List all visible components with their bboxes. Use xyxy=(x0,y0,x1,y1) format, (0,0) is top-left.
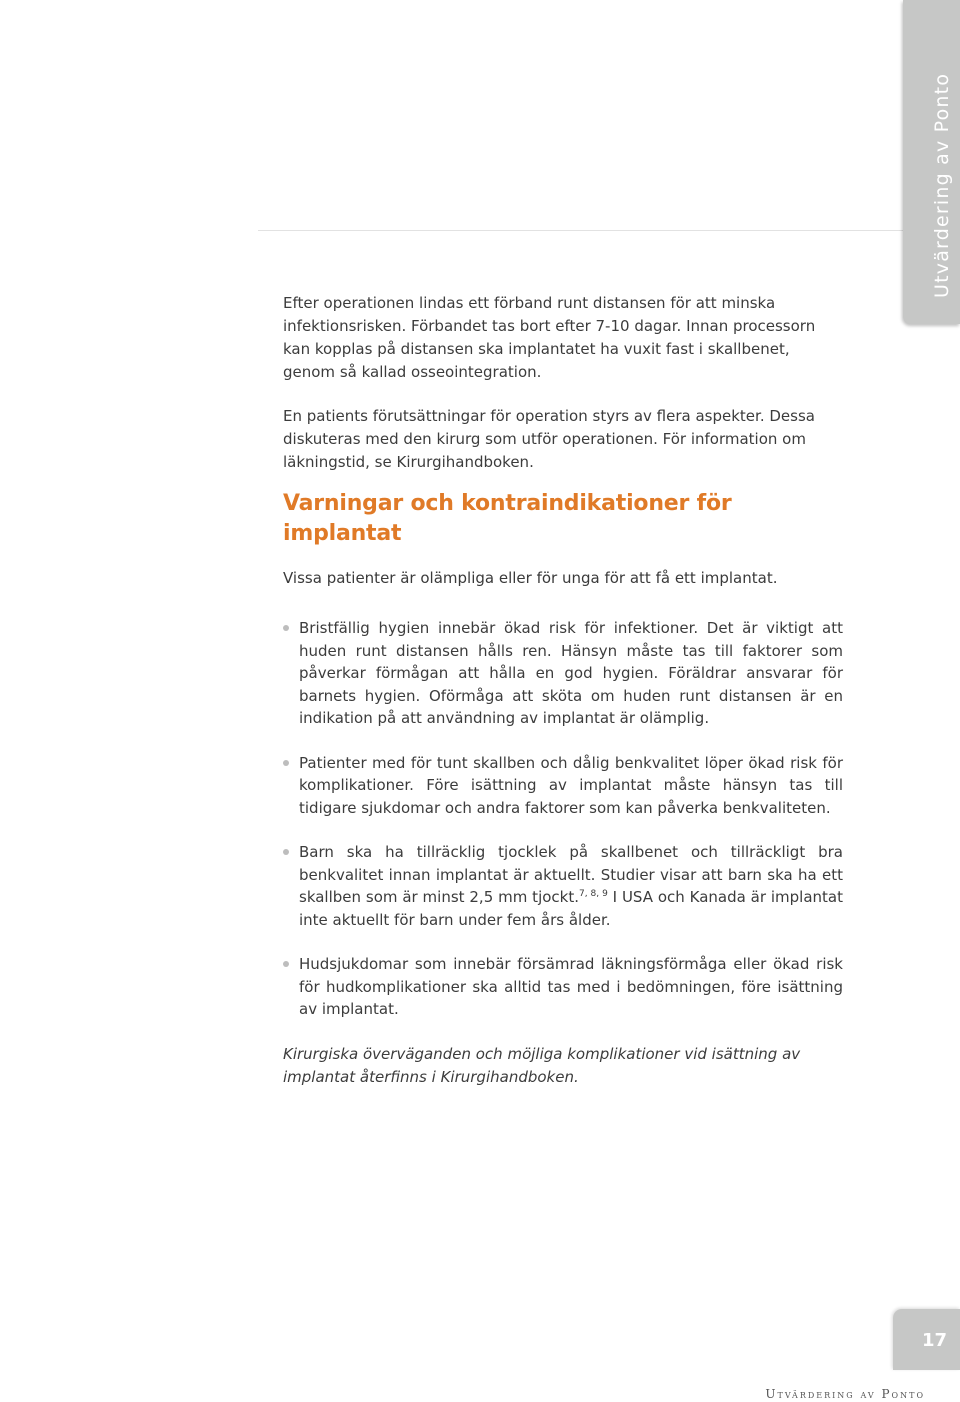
list-item-text: Bristfällig hygien innebär ökad risk för infektioner. Det är viktigt att huden runt distansen hålls ren. Hänsyn måste tas till faktorer som påverkar förmågan att hålla en god hygien. Föräldrar ansvarar för barnets hygien. Oförmåga att sköta om huden runt distansen är en indikation på att användning av implantat är olämplig. xyxy=(299,619,843,728)
running-footer-title: Utvärdering av Ponto xyxy=(765,1387,925,1401)
surgical-note: Kirurgiska överväganden och möjliga komplikationer vid isättning av implantat återfinns i Kirurgihandboken. xyxy=(283,1044,801,1086)
section-heading: Varningar och kontraindikationer för implantat xyxy=(283,491,732,546)
list-item-text: Hudsjukdomar som innebär försämrad läkningsförmåga eller ökad risk för hudkomplikationer ska alltid tas med i bedömningen, före isättning av implantat. xyxy=(299,955,843,1019)
bullet-icon xyxy=(283,625,289,631)
list-item xyxy=(283,617,843,730)
bullet-icon xyxy=(283,961,289,967)
bullet-icon xyxy=(283,760,289,766)
bullet-icon xyxy=(283,849,289,855)
warnings-list xyxy=(283,617,843,1021)
top-rule xyxy=(258,230,958,231)
list-item-text-start: Barn ska ha tillräcklig tjocklek på skallbenet och tillräckligt bra benkvalitet innan implantat är aktuellt. Studier visar att barn ska ha ett skallben som är minst 2,5 mm tjockt. xyxy=(299,843,843,907)
intro-paragraph-1: Efter operationen lindas ett förband runt distansen för att minska infektionsrisken. Förbandet tas bort efter 7-10 dagar. Innan processorn kan kopplas på distansen ska implantatet ha vuxit fast i skallbenet, genom så kallad osseointegration. xyxy=(283,294,816,381)
main-content xyxy=(283,292,843,1089)
intro-paragraph-2: En patients förutsättningar för operation styrs av flera aspekter. Dessa diskuteras med den kirurg som utför operationen. För information om läkningstid, se Kirurgihandboken. xyxy=(283,407,815,471)
reference-superscript: 7, 8, 9 xyxy=(579,889,608,900)
section-subheading: Vissa patienter är olämpliga eller för unga för att få ett implantat. xyxy=(283,569,778,588)
list-item xyxy=(283,953,843,1021)
list-item-text: Patienter med för tunt skallben och dålig benkvalitet löper ökad risk för komplikationer. Före isättning av implantat måste hänsyn tas till tidigare sjukdomar och andra faktorer som kan påverka benkvaliteten. xyxy=(299,753,843,817)
list-item xyxy=(283,752,843,820)
side-tab-title: Utvärdering av Ponto xyxy=(931,72,953,298)
list-item xyxy=(283,841,843,931)
list-item-text-end: I USA och Kanada är implantat inte aktuellt för barn under fem års ålder. xyxy=(299,888,844,929)
page-number: 17 xyxy=(921,1330,947,1351)
